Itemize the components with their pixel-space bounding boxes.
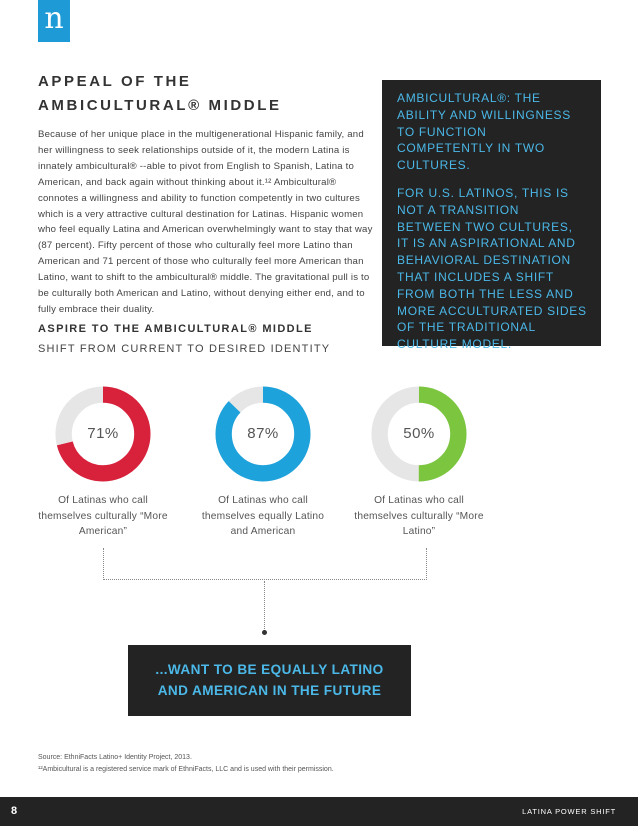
caption-more-latino: Of Latinas who call themselves culturally “More Latino”	[354, 495, 484, 537]
pct-more-american: 71%	[87, 425, 119, 442]
caption-equally: Of Latinas who call themselves equally Latino and American	[201, 495, 325, 537]
connector-dot	[262, 630, 267, 635]
callout-paragraph-1: AMBICULTURAL®: THE ABILITY AND WILLINGNESS TO FUNCTION COMPETENTLY IN TWO CULTURES.	[397, 91, 571, 173]
connector-stem	[264, 581, 265, 633]
banner-line-1: ...WANT TO BE EQUALLY LATINO	[155, 662, 384, 677]
banner-line-2: AND AMERICAN IN THE FUTURE	[157, 683, 382, 698]
source-line: Source: EthniFacts Latino+ Identity Project, 2013.	[38, 754, 192, 761]
connector-bracket	[103, 548, 427, 580]
footnote-line: ¹²Ambicultural is a registered service mark of EthniFacts, LLC and is used with their permission.	[38, 766, 334, 773]
chart-subheading: SHIFT FROM CURRENT TO DESIRED IDENTITY	[38, 343, 331, 355]
pct-more-latino: 50%	[403, 425, 435, 442]
page-number: 8	[11, 805, 18, 817]
result-banner	[128, 645, 411, 716]
logo-letter: n	[44, 1, 64, 36]
section-title: APPEAL OF THE AMBICULTURAL® MIDDLE	[38, 73, 282, 114]
callout-paragraph-2: FOR U.S. LATINOS, THIS IS NOT A TRANSITION BETWEEN TWO CULTURES, IT IS AN ASPIRATIONAL AND BEHAVIORAL DESTINATION THAT INCLUDES A SHIFT FROM BOTH THE LESS AND MORE ACCULTURATED SIDES OF THE TRADITIONAL CULTURE MODEL.	[397, 185, 587, 352]
definition-callout	[382, 80, 601, 352]
nielsen-logo	[38, 0, 70, 42]
section-body: Because of her unique place in the multigenerational Hispanic family, and her willingness to seek relationships outside of it, the modern Latina is innately ambicultural® --able to pivot from English to Spanish, Latina to American, and back again without thinking about it.¹² Ambicultural® connotes a willingness and ability to function competently in two cultures which is a very attractive cultural destination for Latinas. Hispanic women who feel equally Latina and American overwhelmingly want to stay that way (87 percent). Fifty percent of those who culturally feel more Latino than American and 71 percent of those who culturally feel more American than Latino, want to shift to the ambicultural® middle. The gravitational pull is to be culturally both American and Latino, without denying either end, and to fully embrace their duality.	[38, 129, 373, 315]
source-notes	[38, 752, 334, 776]
caption-more-american: Of Latinas who call themselves culturally “More American”	[38, 495, 168, 537]
pct-equally: 87%	[247, 425, 279, 442]
page-footer	[0, 797, 638, 826]
running-title: LATINA POWER SHIFT	[522, 807, 616, 816]
chart-heading: ASPIRE TO THE AMBICULTURAL® MIDDLE	[38, 323, 313, 335]
